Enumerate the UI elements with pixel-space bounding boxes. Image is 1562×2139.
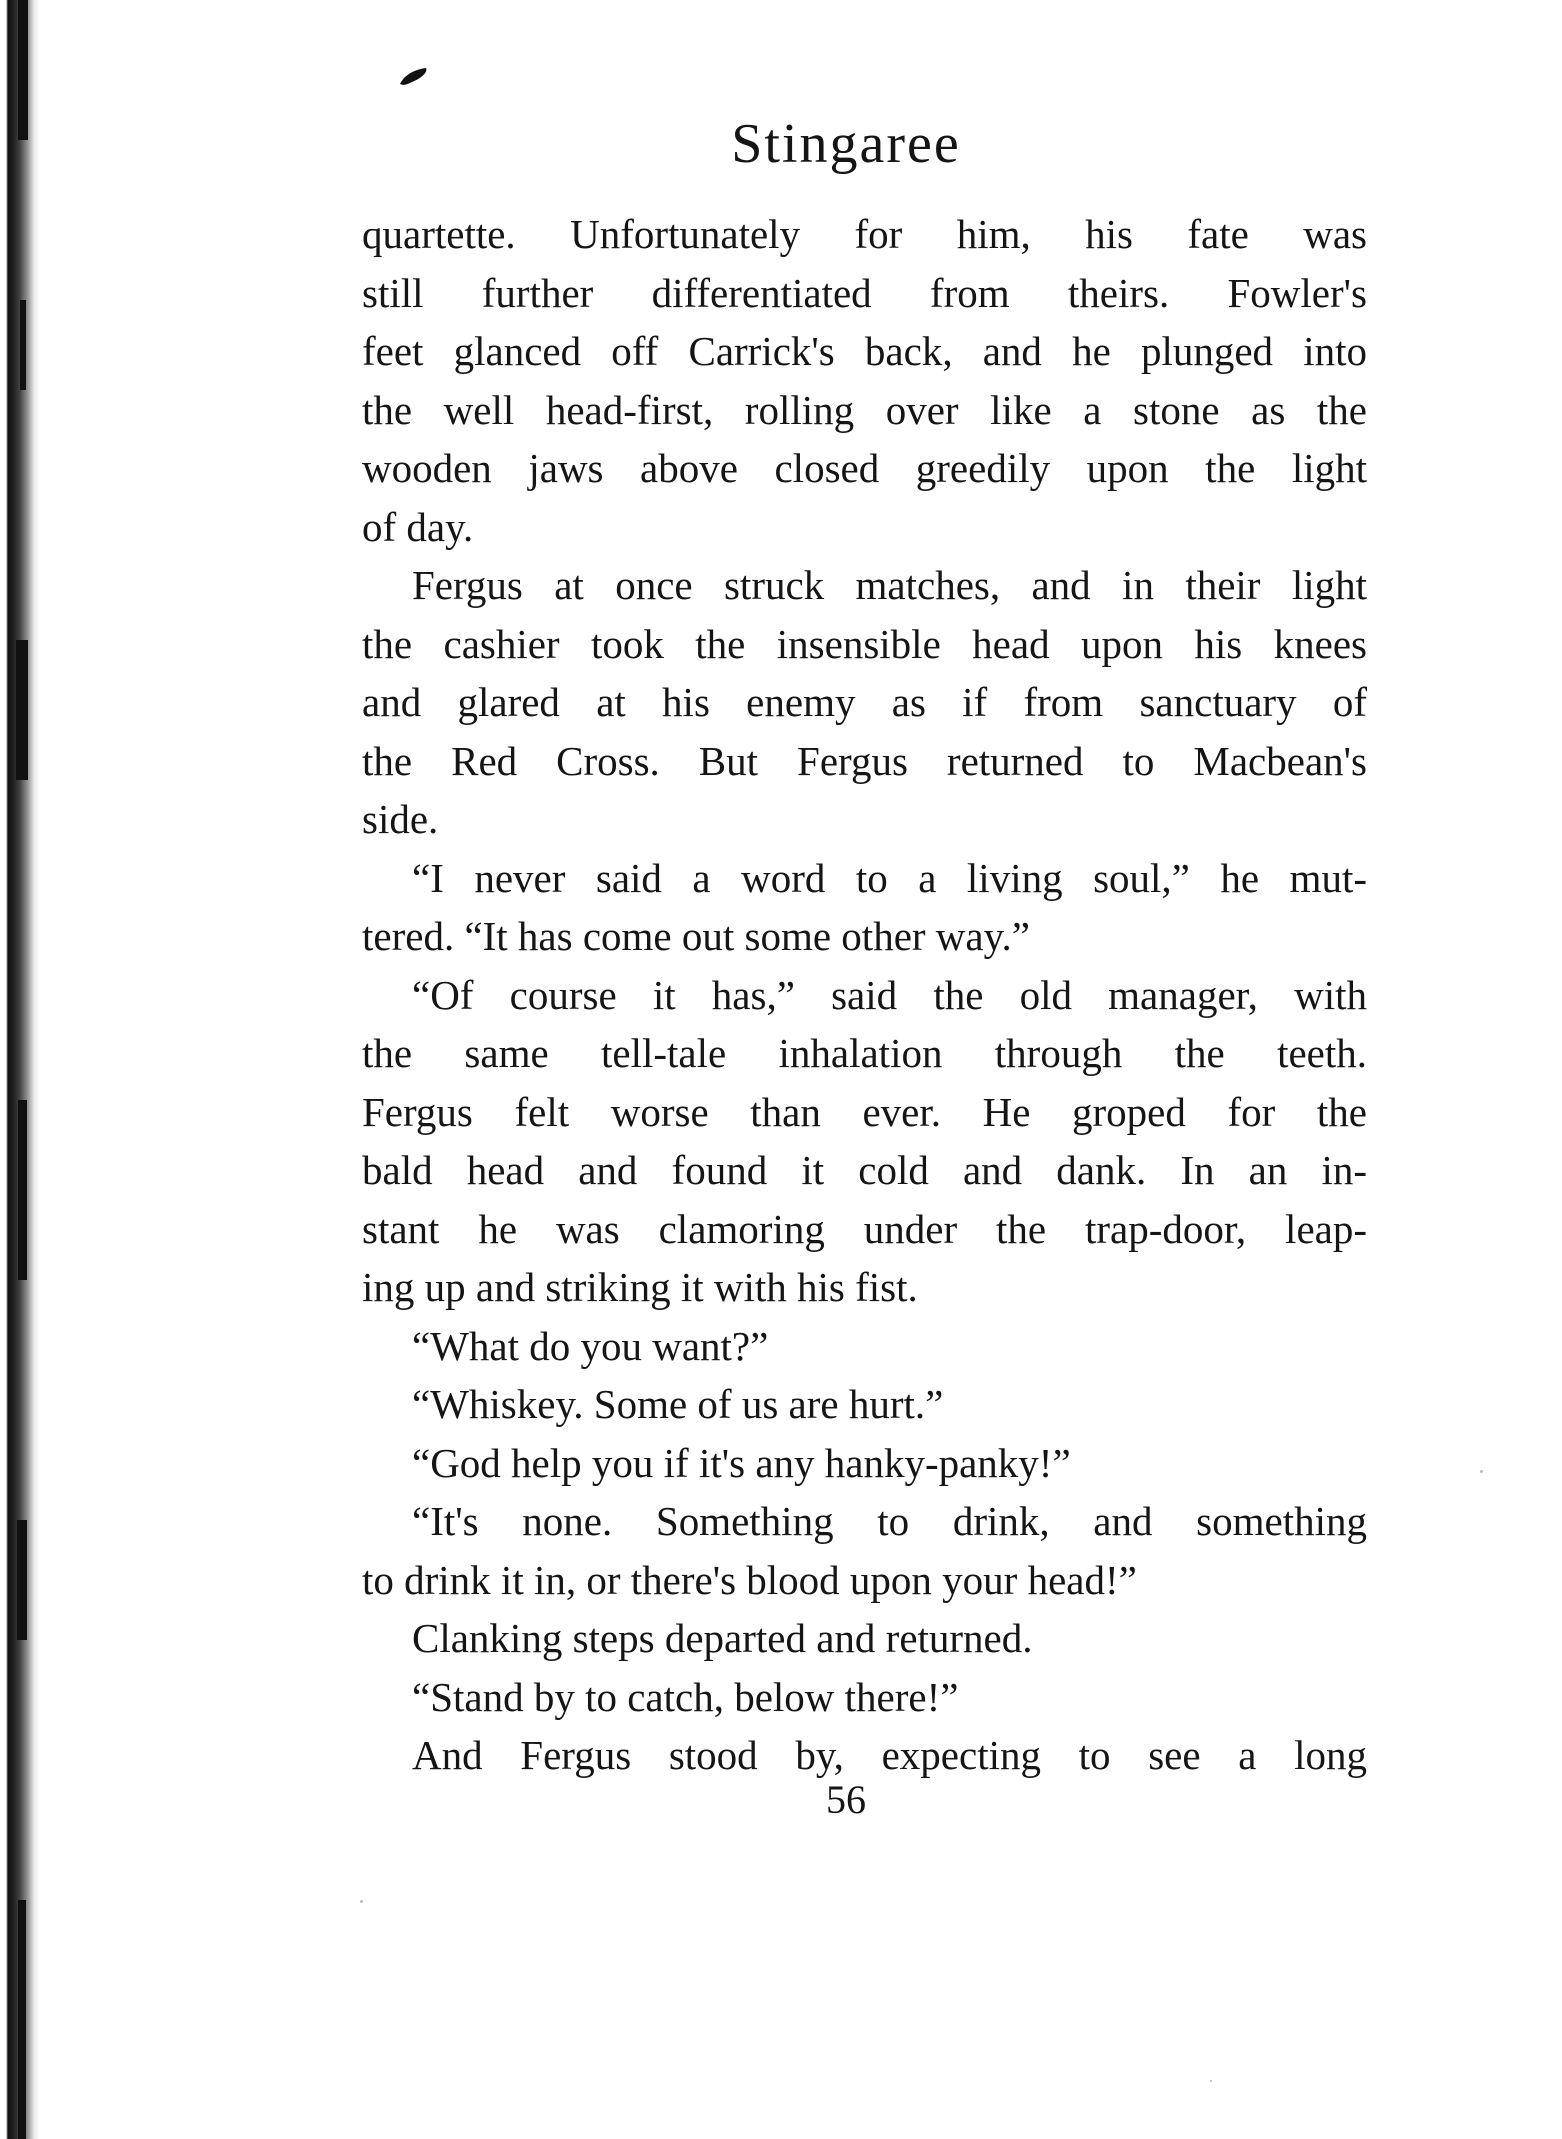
paper-speck: [1480, 1470, 1483, 1473]
text-line: tered. “It has come out some other way.”: [362, 913, 1030, 959]
text-line: of day.: [362, 503, 474, 550]
text-line: the Red Cross. But Fergus returned to Macbean's: [362, 737, 1367, 784]
text-line: and glared at his enemy as if from sanctuary of: [362, 679, 1367, 725]
text-line: the cashier took the insensible head upon his knees: [362, 620, 1367, 667]
text-line: feet glanced off Carrick's back, and he plunged into: [362, 328, 1367, 374]
text-line: “Stand by to catch, below there!”: [412, 1673, 959, 1720]
text-line: “God help you if it's any hanky-panky!”: [412, 1439, 1071, 1486]
gutter-shadow: [17, 1520, 27, 1640]
text-line: “What do you want?”: [412, 1322, 769, 1369]
text-line: bald head and found it cold and dank. In an in-: [362, 1147, 1367, 1193]
paper-speck: [1210, 2080, 1212, 2082]
gutter-shadow: [18, 1100, 27, 1280]
text-line: And Fergus stood by, expecting to see a long: [412, 1732, 1367, 1778]
page-number: 56: [826, 1777, 866, 1822]
ink-blot: [398, 66, 430, 88]
text-line: Fergus at once struck matches, and in their light: [412, 562, 1367, 608]
paper-speck: [360, 1900, 363, 1903]
text-line: “Whiskey. Some of us are hurt.”: [412, 1381, 944, 1427]
text-line: wooden jaws above closed greedily upon the light: [362, 445, 1367, 491]
text-line: Clanking steps departed and returned.: [412, 1615, 1033, 1661]
text-line: the well head-first, rolling over like a stone as the: [362, 386, 1367, 433]
gutter-shadow: [16, 640, 28, 780]
text-line: still further differentiated from theirs. Fowler's: [362, 269, 1367, 316]
text-line: the same tell-tale inhalation through the teeth.: [362, 1030, 1367, 1076]
gutter-shadow: [18, 1900, 26, 2139]
running-head: Stingaree: [731, 113, 961, 175]
body-text: [362, 205, 1367, 1785]
text-line: “I never said a word to a living soul,” he mut-: [412, 854, 1367, 901]
gutter-shadow: [20, 300, 26, 390]
text-line: quartette. Unfortunately for him, his fate was: [362, 211, 1367, 257]
text-line: stant he was clamoring under the trap-door, leap-: [362, 1205, 1367, 1252]
text-line: “Of course it has,” said the old manager, with: [412, 971, 1367, 1018]
text-line: Fergus felt worse than ever. He groped for the: [362, 1088, 1367, 1135]
text-line: “It's none. Something to drink, and something: [412, 1498, 1367, 1544]
text-line: ing up and striking it with his fist.: [362, 1264, 918, 1310]
text-line: to drink it in, or there's blood upon your head!”: [362, 1556, 1137, 1603]
text-line: side.: [362, 796, 439, 842]
